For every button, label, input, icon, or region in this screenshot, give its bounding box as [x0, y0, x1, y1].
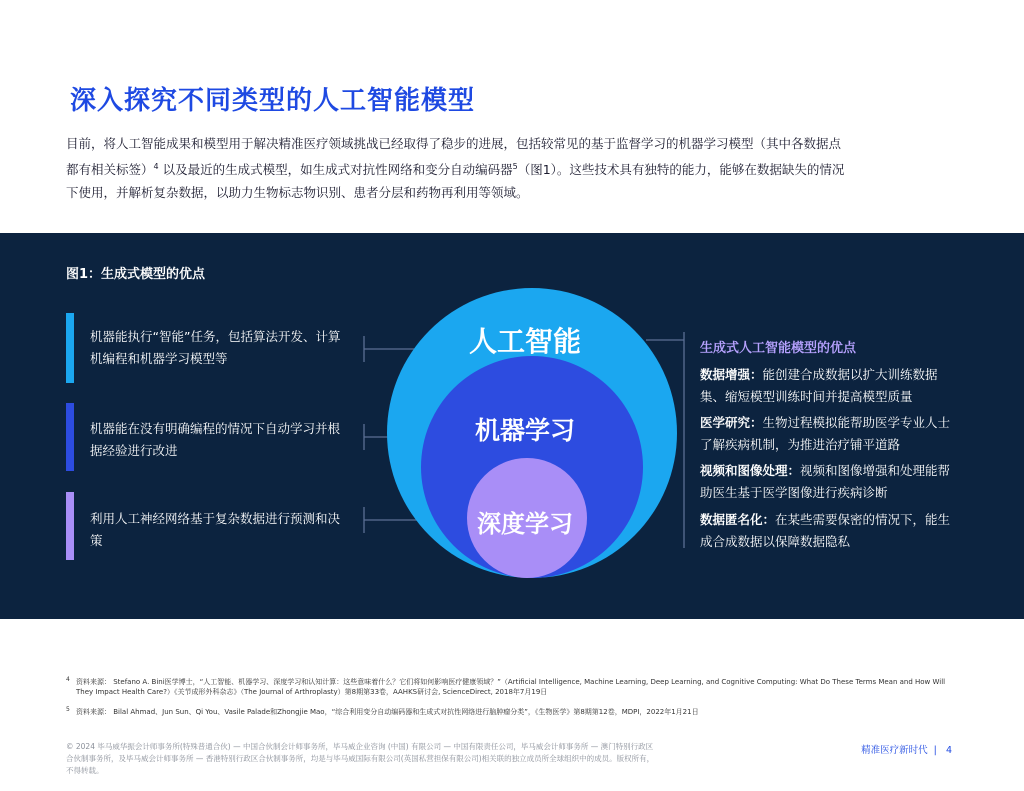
outer-circle-label: 人工智能 [468, 325, 581, 358]
footnote-5 [66, 707, 961, 717]
middle-circle-label: 机器学习 [474, 416, 575, 445]
page-footer-ref: 精准医疗新时代 | 4 [861, 745, 952, 756]
footnote-text: 资料来源： Bilal Ahmad、Jun Sun、Qi You、Vasile Palade和Zhongjie Mao，“综合利用变分自动编码器和生成式对抗性网络进行脑肿瘤分类”，《生物医学》第8期第12卷，MDPI，2022年1月21日 [76, 708, 699, 716]
document-title: 精准医疗新时代 [861, 745, 928, 756]
inner-circle-label: 深度学习 [477, 510, 573, 538]
footnote-number: 5 [66, 706, 70, 713]
benefit-text: 在某些需要保密的情况下，能生成合成数据以保障数据隐私 [700, 512, 951, 549]
benefit-data-anonymization [700, 509, 962, 553]
page-number: 4 [945, 745, 952, 756]
figure-title: 图1：生成式模型的优点 [66, 267, 206, 282]
benefit-text: 视频和图像增强和处理能帮助医生基于医学图像进行疾病诊断 [700, 463, 951, 500]
page-title: 深入探究不同类型的人工智能模型 [70, 86, 476, 116]
benefit-data-augmentation [700, 364, 962, 408]
benefit-medical-research [700, 412, 962, 456]
left-item-1: 机器能执行“智能”任务，包括算法开发、计算机编程和机器学习模型等 [90, 329, 341, 366]
benefit-label: 视频和图像处理： [700, 463, 801, 478]
benefit-label: 数据匿名化： [700, 512, 776, 527]
footnote-text: 资料来源： Stefano A. Bini医学博士，“人工智能、机器学习、深度学习和认知计算：这些意味着什么？它们将如何影响医疗健康领域？”（Artificial Intelligence, Machine Learning, Deep Learning, and Cognitive Computing: What Do These Terms Mean and How Will They Impact Health Care?）《关节成形外科杂志》（The Journal of Arthroplasty）第8期第33卷，AAHKS研讨会, ScienceDirect, 2018年7月19日 [76, 678, 946, 696]
benefits-title: 生成式人工智能模型的优点 [700, 341, 857, 356]
benefit-text: 能创建合成数据以扩大训练数据集、缩短模型训练时间并提高模型质量 [700, 367, 938, 404]
benefit-label: 医学研究： [700, 415, 763, 430]
left-item-2: 机器能在没有明确编程的情况下自动学习并根据经验进行改进 [90, 421, 341, 458]
footnote-number: 4 [66, 676, 70, 683]
benefit-label: 数据增强： [700, 367, 763, 382]
copyright-notice: © 2024 毕马威华振会计师事务所(特殊普通合伙) — 中国合伙制会计师事务所，毕马威企业咨询 (中国) 有限公司 — 中国有限责任公司，毕马威会计师事务所 — 澳门特别行政区合伙制事务所，及毕马威会计师事务所 — 香港特别行政区合伙制事务所，均是与毕马威国际有限公司(英国私营担保有限公司)相关联的独立成员所全球组织中的成员。版权所有，不得转载。 [66, 742, 655, 775]
benefit-image-processing [700, 460, 962, 504]
left-item-3: 利用人工神经网络基于复杂数据进行预测和决策 [90, 511, 341, 548]
intro-text-2: 以及最近的生成式模型，如生成式对抗性网络和变分自动编码器 [162, 162, 513, 178]
intro-text-1: 目前，将人工智能成果和模型用于解决精准医疗领域挑战已经取得了稳步的进展，包括较常见的基于监督学习的机器学习模型（其中各数据点都有相关标签） [66, 136, 842, 178]
intro-text-3: （图1）。这些技术具有独特的能力，能够在数据缺失的情况下使用，并解析复杂数据，以助力生物标志物识别、患者分层和药物再利用等领域。 [66, 162, 845, 201]
footnote-4 [66, 677, 961, 697]
footnote-ref-5[interactable]: 5 [512, 162, 518, 171]
benefit-text: 生物过程模拟能帮助医学专业人士了解疾病机制，为推进治疗铺平道路 [700, 415, 951, 452]
footnote-ref-4[interactable]: 4 [153, 162, 159, 171]
